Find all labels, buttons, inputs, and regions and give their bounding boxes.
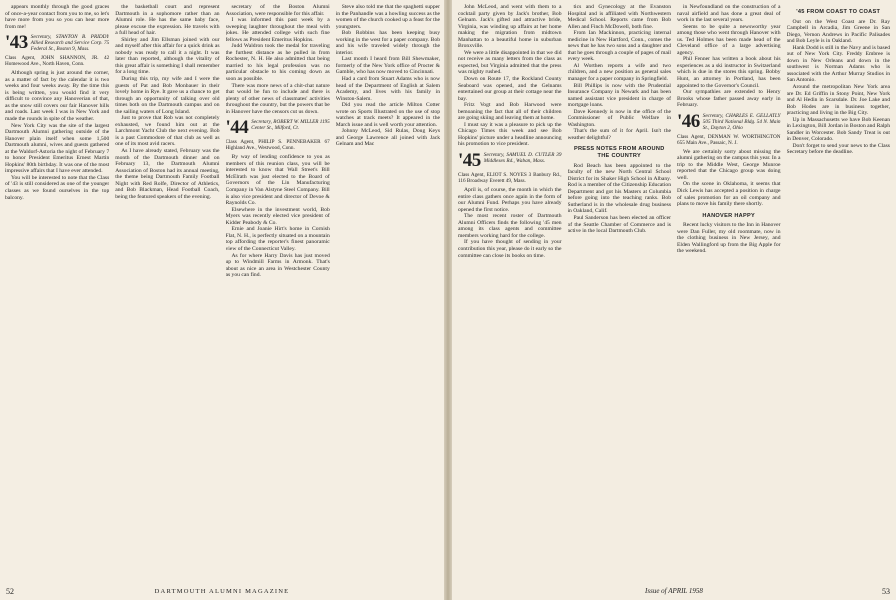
paragraph: During this trip, my wife and I were the guests of Pat and Bob Monbauer in their lovely home in Rye. It gave us a chance to get through an opportunity of talking over old times both on the Dartmouth campus and on the sailing waters of Long Island. bbox=[115, 76, 220, 115]
paragraph: Dave Kennedy is now in the office of the Commissioner of Public Welfare in Washington. bbox=[567, 108, 671, 128]
paragraph: We are certainly sorry about missing the alumni gathering on the campus this year. In a trip to the Middle West, George Munroe reported that the Chicago group was doing well. bbox=[677, 148, 781, 181]
right-footer bbox=[452, 584, 896, 596]
paragraph: John McLeod, and went with them to a cocktail party given by Jack's brother, Bob Gelnam. Jack's gifted and attractive bride, Virginia, was winding up affairs at her home making the migration from midtown Manhattan to a beautiful home in suburban Bronxville. bbox=[458, 4, 562, 50]
section-heading: PRESS NOTES FROM AROUND THE COUNTRY bbox=[573, 146, 665, 160]
paragraph: Al Worthen reports a wife and two children, and a new position as general sales manager for a paper company in Springfield. bbox=[567, 62, 671, 83]
paragraph: Phil Fenner has written a book about his experiences as a ski instructor in Switzerland which is due in the stores this spring. Bobby Hunt, an attorney in Portland, has been appointed to the Governor's Council. bbox=[677, 56, 781, 89]
right-column-3 bbox=[677, 4, 781, 582]
paragraph: Don't forget to send your news to the Class Secretary before the deadline. bbox=[786, 142, 890, 156]
class-agent: Class Agent, DENMAN W. WORTHINGTON 655 Main Ave., Passaic, N. J. bbox=[677, 133, 781, 146]
left-column-3 bbox=[226, 4, 330, 582]
paragraph: As for where Harry Davis has just moved up to Windmill Farms in Armonk. That's about as nice an area in Westchester County as you can find. bbox=[225, 252, 330, 279]
section-heading: '45 FROM COAST TO COAST bbox=[796, 9, 881, 15]
section-heading: HANOVER HAPPY bbox=[702, 212, 756, 219]
class-agent: Class Agent, JOHN SHANNON, JR. 42 Homewood Ave., North Haven, Conn. bbox=[5, 55, 110, 68]
paragraph: We were a little disappointed in that we did not receive as many letters from the class as expected, but Virginia admitted that the press was mighty rushed. bbox=[458, 49, 562, 76]
paragraph: Ernie and Joanie Hirt's home in Cornish Flat, N. H., is perfectly situated on a mountain top affording the reporter's finest panoramic view of the Connecticut Valley. bbox=[225, 226, 330, 252]
class-agent: Class Agent, ELIOT S. NOYES 3 Banbury Rd., 116 Broadway Everett 49, Mass. bbox=[458, 172, 562, 185]
right-column-1 bbox=[458, 4, 562, 582]
right-column-4 bbox=[787, 4, 891, 582]
left-column-1 bbox=[5, 4, 109, 582]
paragraph: Johnny McLeod, Sid Rulas, Doug Keys and George Lawrence all joined with Jack Gelnam and Mac bbox=[335, 128, 440, 148]
right-page bbox=[452, 0, 896, 600]
paragraph: Fritz Vogt and Bob Harwood were bemoaning the fact that all of their children are going skiing and leaving them at home. bbox=[458, 102, 562, 122]
paragraph: the basketball court and represent Dartmouth in a sophomore rather than an Alumni role. He has the same baby face, please excuse the expression. He travels with a full head of hair. bbox=[115, 4, 220, 37]
paragraph: Just to prove that Rob was not completely exhausted, we found him out at the Larchmont Yacht Club the next evening. Bob is a past Commodore of that club as well as one of its most avid racers. bbox=[115, 115, 220, 148]
left-column-4 bbox=[336, 4, 440, 582]
magazine-title: DARTMOUTH ALUMNI MAGAZINE bbox=[154, 588, 290, 595]
paragraph: There was more news of a chit-chat nature that would be fun to include and there is plenty of other news of classmates' activities throughout the country, but the powers that be in Hanover have the censors cut us down. bbox=[225, 82, 330, 115]
paragraph: in Newfoundland on the construction of a naval airfield and has done a great deal of work in the last several years. bbox=[677, 4, 781, 24]
paragraph: By way of lending confidence to you as members of this reunion class, you will be interested to know that Wall Street's Bill McElrath was just elected to the Board of Governors of the Lin Manufacturing Company in Van Alstyne Steel Company. Bill is also vice president and director of Devoe & Raynolds Co. bbox=[225, 154, 330, 207]
paragraph: secretary of the Boston Alumni Association, were responsible for this affair. bbox=[225, 4, 330, 17]
left-footer bbox=[0, 584, 444, 596]
page-number: 53 bbox=[882, 587, 890, 596]
class-secretary: Secretary, STANTON B. PRIDDY Allied Research and Service Corp. 75 Federal St., Boston 9, Mass. bbox=[30, 34, 110, 53]
paragraph: Rod Beach has been appointed to the faculty of the new North Central School District for its Shaker High School in Albany. Rod is a member of the Citizenship Education Department and got his Masters at Columbia before going into the teaching ranks. Bob Sutherland is in the wholesale drug business in Oakland, Calif. bbox=[567, 162, 671, 215]
paragraph: I was informed this past week by a sweeping laughter throughout the meal with jokes. He attended college with such fine fellows as President Emeritus Hopkins. bbox=[225, 17, 330, 43]
paragraph: Steve also told me that the spaghetti supper in the Panhandle was a howling success as the women of the church cooked up a feast for the youngsters. bbox=[335, 4, 440, 30]
paragraph: That's the sum of it for April. Isn't the weather delightful? bbox=[567, 128, 671, 141]
class-agent: Class Agent, PHILIP S. PENNEBAKER 67 Highland Ave., Westwood, Conn. bbox=[225, 139, 330, 152]
paragraph: April is, of course, the month in which the entire class gathers once again in the form of our Alumni Fund. Perhaps you have already opened the first notice. bbox=[458, 187, 562, 213]
class-heading-43 bbox=[5, 34, 109, 52]
paragraph: You will be interested to note that the Class of '43 is still considered as one of the younger classes as we found ourselves in the top balcony. bbox=[5, 174, 110, 201]
page-number: 52 bbox=[6, 587, 14, 596]
paragraph: Up in Massachusetts we have Bob Keenan in Lexington, Bill Jordan in Boston and Ralph Sandler in Worcester. Bob Sandy Treat is out in Denver, Colorado. bbox=[786, 116, 890, 143]
class-number: '44 bbox=[225, 117, 249, 139]
paragraph: Although spring is just around the corner, as a matter of fact by the calendar it is two weeks and four weeks away. By the time this is being written, you would find it very difficult to convince any Hanoverian of that, as the snow still covers our fair Hanover hills and roads. Last week I was in New York and made the rounds in spite of the weather. bbox=[5, 70, 110, 123]
paragraph: Recent lucky visitors to the Inn in Hanover were Dan Fuller, my old roommate, now in the clothing business in New Jersey, and Elden Wallingford up from the Big Apple for the weekend. bbox=[677, 222, 781, 255]
paragraph: Down on Route 17, the Rockland County Seaboard was opened, and the Gelnams entertained our group at their cottage near the bay. bbox=[458, 76, 562, 102]
paragraph: On the scene in Oklahoma, it seems that Dick Lewis has accepted a position in charge of sales promotion for an oil company and plans to move his family there shortly. bbox=[677, 181, 781, 208]
paragraph: Judd Waldron took the medal for traveling the furthest distance as he pulled in from Rochester, N. H. He also admitted that being married to his legal profession was no particular obstacle to his coming down as soon as possible. bbox=[225, 43, 330, 83]
paragraph: Shirley and Jim Ellsman joined with our and myself after this affair for a quick drink as nobody was ready to call it a night. It was later than reported, although the vitality of this great affair is something I shall remember for a long time. bbox=[115, 36, 220, 76]
paragraph: Hank Dodd is still in the Navy and is based out of New York City. Freddy Embree is down in New Orleans and down in the southwest is Norman Adams who is associated with the Arthur Murray Studios in San Antonio. bbox=[786, 44, 890, 84]
paragraph: Had a card from Stuart Adams who is now head of the Department of English at Salem Academy, and lives with his family in Winston-Salem. bbox=[335, 76, 440, 102]
paragraph: Did you read the article Milton Cotter wrote on Sports Illustrated on the use of stop watches at track meets? It appeared in the March issue and is well worth your attention. bbox=[335, 102, 440, 128]
paragraph: From Ian Mackinnon, practicing internal medicine in New Hartford, Conn., comes the news that he has two sons and a daughter and that he goes through a couple of pages of mail every week. bbox=[567, 30, 671, 63]
class-heading-46 bbox=[677, 110, 781, 132]
left-column-2 bbox=[115, 4, 219, 582]
class-number: '45 bbox=[458, 150, 481, 172]
issue-date: Issue of APRIL 1958 bbox=[645, 587, 703, 595]
class-secretary: Secretary, CHARLES E. GELLATLY 505 Third National Bldg. 54 N. Main St., Dayton 2, Ohio bbox=[702, 112, 781, 131]
class-number: '43 bbox=[5, 32, 28, 54]
paragraph: Seems to be quite a newsworthy year among those who went through Hanover with us. Ted Holmes has been made head of the Cleveland office of a large advertising agency. bbox=[677, 23, 781, 56]
paragraph: If you have thought of sending in your contribution this year, please do it early so the committee can close its books on time. bbox=[458, 239, 562, 259]
paragraph: Around the metropolitan New York area are Dr. Ed Griffin in Stony Point, New York and Al Hedin in Scarsdale. Dr. Joe Lake and Bob Hodes are in business together, practicing and living in the Big City. bbox=[786, 84, 890, 117]
class-secretary: Secretary, SAMUEL D. CUTLER 39 Middlesex Rd., Waban, Mass. bbox=[483, 152, 562, 165]
paragraph: Bob Robbins has been keeping busy working in the west for a paper company. Bob and his wife traveled widely through the interior. bbox=[335, 30, 440, 56]
class-secretary: Secretary, ROBERT W. MILLER 1195 Center St., Milford, Ct. bbox=[251, 119, 330, 132]
intro-paragraph: appears monthly through the good graces of once-a-year contact from you to me, so let's have more from you so you can hear more from me! bbox=[5, 4, 110, 30]
class-heading-45 bbox=[458, 150, 562, 172]
paragraph: Last month I heard from Bill Shewmaker, formerly of the New York office of Procter & Gamble, who has now moved to Cincinnati. bbox=[335, 56, 440, 76]
paragraph: Out on the West Coast are Dr. Ray Campbell in Arcadia, Jim Greene in San Diego, Vernon Andrews in Pacific Palisades and Bob Leyle is in Oakland. bbox=[786, 18, 890, 45]
class-heading-44 bbox=[225, 117, 330, 139]
class-number: '46 bbox=[677, 110, 700, 132]
page-gutter bbox=[444, 0, 452, 600]
paragraph: New York City was the site of the largest Dartmouth Alumni gathering outside of the Hanover plain itself when some 1,500 Dartmouth alumni, wives and guests gathered at the Waldorf-Astoria the night of February 7 to honor President Emeritus Ernest Martin Hopkins' 80th birthday. It was one of the most impressive affairs that I have ever attended. bbox=[5, 122, 110, 175]
paragraph: Our sympathies are extended to Henry Brooks whose father passed away early in February. bbox=[677, 89, 781, 109]
left-page bbox=[0, 0, 444, 600]
paragraph: Paul Sanderson has been elected an officer of the Seattle Chamber of Commerce and is active in the local Dartmouth Club. bbox=[567, 214, 671, 235]
paragraph: As I have already stated, February was the month of the Dartmouth dinner and on February 13, the Dartmouth Alumni Association of Boston had its annual meeting, the theme being Dartmouth Family Football Night with Red Rolfe, Director of Athletics, and Bob Blackman, Head Football Coach, being the featured speakers of the evening. bbox=[115, 148, 220, 200]
paragraph: tics and Gynecology at the Evanston Hospital and is affiliated with Northwestern Medical School. Reports came from Bob Allen and Finch McDowell, both fine. bbox=[567, 4, 671, 30]
paragraph: Elsewhere in the investment world, Bob Myers was recently elected vice president of Kidder Peabody & Co. bbox=[225, 206, 330, 226]
paragraph: The most recent roster of Dartmouth Alumni Officers finds the following '45 men among its class agents and committee members working hard for the college. bbox=[458, 213, 562, 239]
paragraph: Bill Phillips is now with the Prudential Insurance Company in Newark and has been named assistant vice president in charge of mortgage loans. bbox=[567, 82, 671, 109]
right-column-2 bbox=[568, 4, 672, 582]
paragraph: I must say it was a pleasure to pick up the Chicago Times this week and see Bob Hopkins' picture under a headline announcing his promotion to vice president. bbox=[458, 121, 562, 148]
